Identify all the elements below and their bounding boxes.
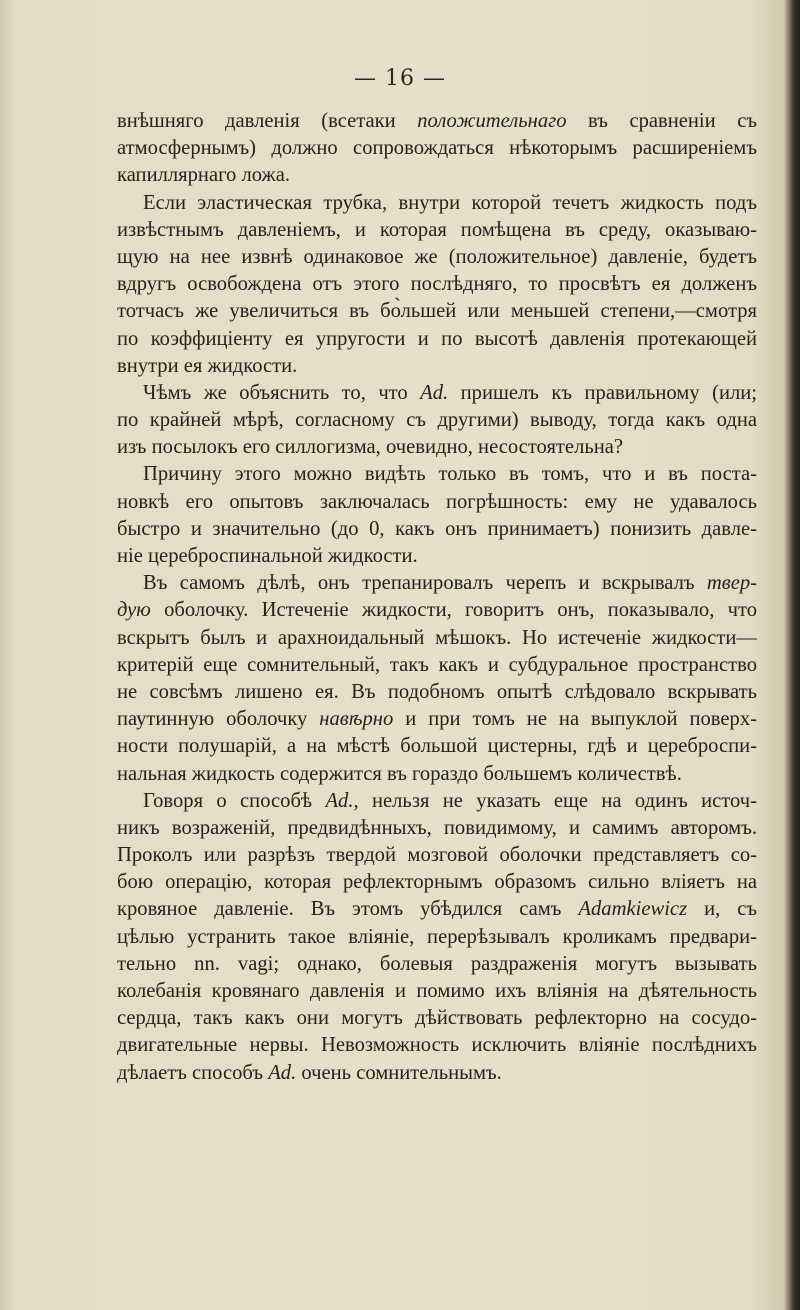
italic-text: Ad. (325, 789, 354, 812)
text-line (117, 353, 757, 380)
text-run: Говоря о способѣ (143, 789, 326, 812)
text-run: оболочку. Истеченіе жидкости, говоритъ онъ, показывало, что (150, 599, 757, 622)
text-run: колебанія кровянаго давленія и помимо ихъ вліянія на дѣятельность (117, 980, 757, 1002)
text-run: Чѣмъ же объяснить то, что (143, 381, 421, 404)
text-run: внѣшняго давленія (всетаки (117, 110, 418, 132)
text-line (117, 434, 757, 461)
text-run: тотчасъ же увеличиться въ бо̀льшей или меньшей степени,—смотря (117, 300, 757, 323)
text-run: никъ возраженій, предвидѣнныхъ, повидимому, и самимъ авторомъ. (117, 816, 757, 839)
text-line (117, 951, 757, 978)
italic-text: Ad. (268, 1061, 297, 1084)
text-line (117, 815, 757, 842)
text-run: сердца, такъ какъ они могутъ дѣйствовать рефлекторно на сосудо- (117, 1007, 757, 1030)
page-number: — 16 — (354, 66, 446, 91)
text-run: вдругъ освобождена отъ этого послѣдняго, то просвѣтъ ея долженъ (117, 273, 757, 296)
text-line (117, 543, 757, 570)
text-line (117, 1060, 757, 1087)
italic-text: твер- (706, 572, 757, 595)
text-run: бою операцію, которая рефлекторнымъ образомъ сильно вліяетъ на (117, 871, 757, 894)
text-run: изъ посылокъ его силлогизма, очевидно, несостоятельна? (117, 436, 624, 459)
text-run: Проколъ или разрѣзъ твердой мозговой оболочки представляетъ со- (117, 844, 757, 867)
text-line (117, 733, 757, 760)
text-line (117, 978, 757, 1005)
text-line (117, 1005, 757, 1032)
text-line (117, 761, 757, 788)
text-line (117, 380, 757, 407)
text-run: тельно nn. vagi; однако, болевыя раздраженія могутъ вызывать (117, 952, 757, 975)
text-run: кровяное давленіе. Въ этомъ убѣдился самъ (117, 898, 579, 921)
text-run: новкѣ его опытовъ заключалась погрѣшность: ему не удавалось (117, 490, 757, 513)
text-line (117, 869, 757, 896)
text-line (117, 896, 757, 923)
text-run: очень сомнительнымъ. (296, 1061, 502, 1084)
text-run: и при томъ не на выпуклой поверх- (393, 708, 757, 731)
text-run: извѣстнымъ давленіемъ, и которая помѣщена въ среду, оказываю- (117, 218, 757, 241)
text-line (117, 407, 757, 434)
text-run: щую на нее извнѣ одинаковое же (положительное) давленіе, будетъ (117, 245, 757, 268)
text-line (117, 516, 757, 543)
text-run: по коэффиціенту ея упругости и по высотѣ давленія протекающей (117, 327, 757, 350)
text-run: ности полушарій, а на мѣстѣ большой цистерны, гдѣ и цереброспи- (117, 735, 757, 758)
text-line (117, 679, 757, 706)
text-line (117, 108, 757, 135)
text-run: внутри ея жидкости. (117, 354, 298, 377)
text-line (117, 652, 757, 679)
text-line (117, 842, 757, 869)
text-line (117, 298, 757, 325)
text-run: паутинную оболочку (117, 708, 320, 731)
text-line (117, 135, 757, 162)
text-line (117, 625, 757, 652)
text-run: Если эластическая трубка, внутри которой течетъ жидкость подъ (143, 191, 757, 214)
text-line (117, 924, 757, 951)
text-run: капиллярнаго ложа. (117, 164, 291, 187)
body-text (117, 108, 757, 1087)
text-line (117, 162, 757, 189)
text-line (117, 190, 757, 217)
text-line (117, 489, 757, 516)
text-line (117, 788, 757, 815)
text-run: Въ самомъ дѣлѣ, онъ трепанировалъ черепъ и вскрывалъ (143, 572, 707, 595)
italic-text: Ad. (420, 381, 449, 404)
italic-text: дую (117, 599, 151, 622)
text-line (117, 271, 757, 298)
text-line (117, 570, 757, 597)
italic-text: Adamkiewicz (578, 898, 688, 921)
text-line (117, 1032, 757, 1059)
text-run: атмосфернымъ) должно сопровождаться нѣкоторымъ расширеніемъ (117, 137, 757, 160)
text-line (117, 244, 757, 271)
text-run: дѣлаетъ способъ (117, 1061, 269, 1084)
text-run: вскрытъ былъ и арахноидальный мѣшокъ. Но истеченіе жидкости— (117, 626, 757, 649)
italic-text: навѣрно (319, 708, 394, 731)
text-run: критерій еще сомнительный, такъ какъ и субдуральное пространство (117, 653, 757, 676)
text-line (117, 326, 757, 353)
text-line (117, 597, 757, 624)
text-run: и, съ (687, 898, 757, 921)
italic-text: положительнаго (417, 110, 567, 132)
text-run: пришелъ къ правильному (или; (448, 381, 757, 404)
text-run: нальная жидкость содержится въ гораздо большемъ количествѣ. (117, 762, 682, 785)
text-run: , нельзя не указать еще на одинъ источ- (353, 789, 758, 812)
text-run: цѣлью устранить такое вліяніе, перерѣзывалъ кроликамъ предвари- (117, 925, 757, 948)
text-line (117, 461, 757, 488)
text-line (117, 217, 757, 244)
text-line (117, 706, 757, 733)
text-run: въ сравненіи съ (566, 110, 757, 132)
text-run: двигательные нервы. Невозможность исключить вліяніе послѣднихъ (117, 1034, 757, 1057)
text-run: по крайней мѣрѣ, согласному съ другими) выводу, тогда какъ одна (117, 409, 757, 432)
text-run: ніе цереброспинальной жидкости. (117, 545, 418, 567)
text-run: Причину этого можно видѣть только въ томъ, что и въ поста- (143, 463, 757, 486)
text-run: быстро и значительно (до 0, какъ онъ принимаетъ) понизить давле- (117, 517, 757, 540)
text-run: не совсѣмъ лишено ея. Въ подобномъ опытѣ слѣдовало вскрывать (117, 680, 757, 703)
